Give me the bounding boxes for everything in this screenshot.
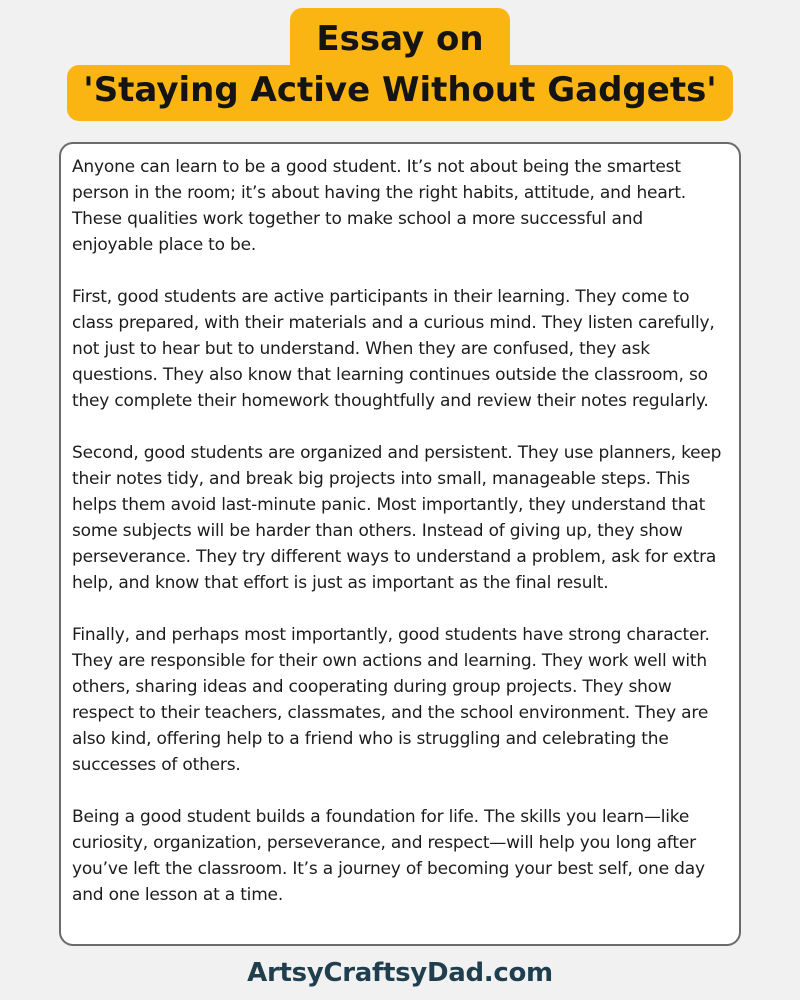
essay-text-box <box>59 142 741 946</box>
essay-title <box>0 8 800 121</box>
essay-paragraph-conclusion: Being a good student builds a foundation for life. The skills you learn—like curiosity, organization, perseverance, and respect—will help you long after you’ve left the classroom. It’s a journey of becoming your best self, one day and one lesson at a time. <box>72 807 705 905</box>
title-line-topic: 'Staying Active Without Gadgets' <box>67 65 732 121</box>
essay-paragraph-intro: Anyone can learn to be a good student. It’s not about being the smartest person in the room; it’s about having the right habits, attitude, and heart. These qualities work together to make school a more successful and enjoyable place to be. <box>72 157 686 255</box>
footer-site-name: ArtsyCraftsyDad.com <box>247 958 553 988</box>
essay-paragraph-first: First, good students are active participants in their learning. They come to class prepared, with their materials and a curious mind. They listen carefully, not just to hear but to understand. When they are confused, they ask questions. They also know that learning continues outside the classroom, so they complete their homework thoughtfully and review their notes regularly. <box>72 287 715 411</box>
title-line-essay-on: Essay on <box>290 8 509 66</box>
essay-paragraph-finally: Finally, and perhaps most importantly, good students have strong character. They are responsible for their own actions and learning. They work well with others, sharing ideas and cooperating during group projects. They show respect to their teachers, classmates, and the school environment. They are also kind, offering help to a friend who is struggling and celebrating the successes of others. <box>72 625 710 775</box>
essay-paragraph-second: Second, good students are organized and persistent. They use planners, keep their notes tidy, and break big projects into small, manageable steps. This helps them avoid last-minute panic. Most importantly, they understand that some subjects will be harder than others. Instead of giving up, they show perseverance. They try different ways to understand a problem, ask for extra help, and know that effort is just as important as the final result. <box>72 443 722 593</box>
